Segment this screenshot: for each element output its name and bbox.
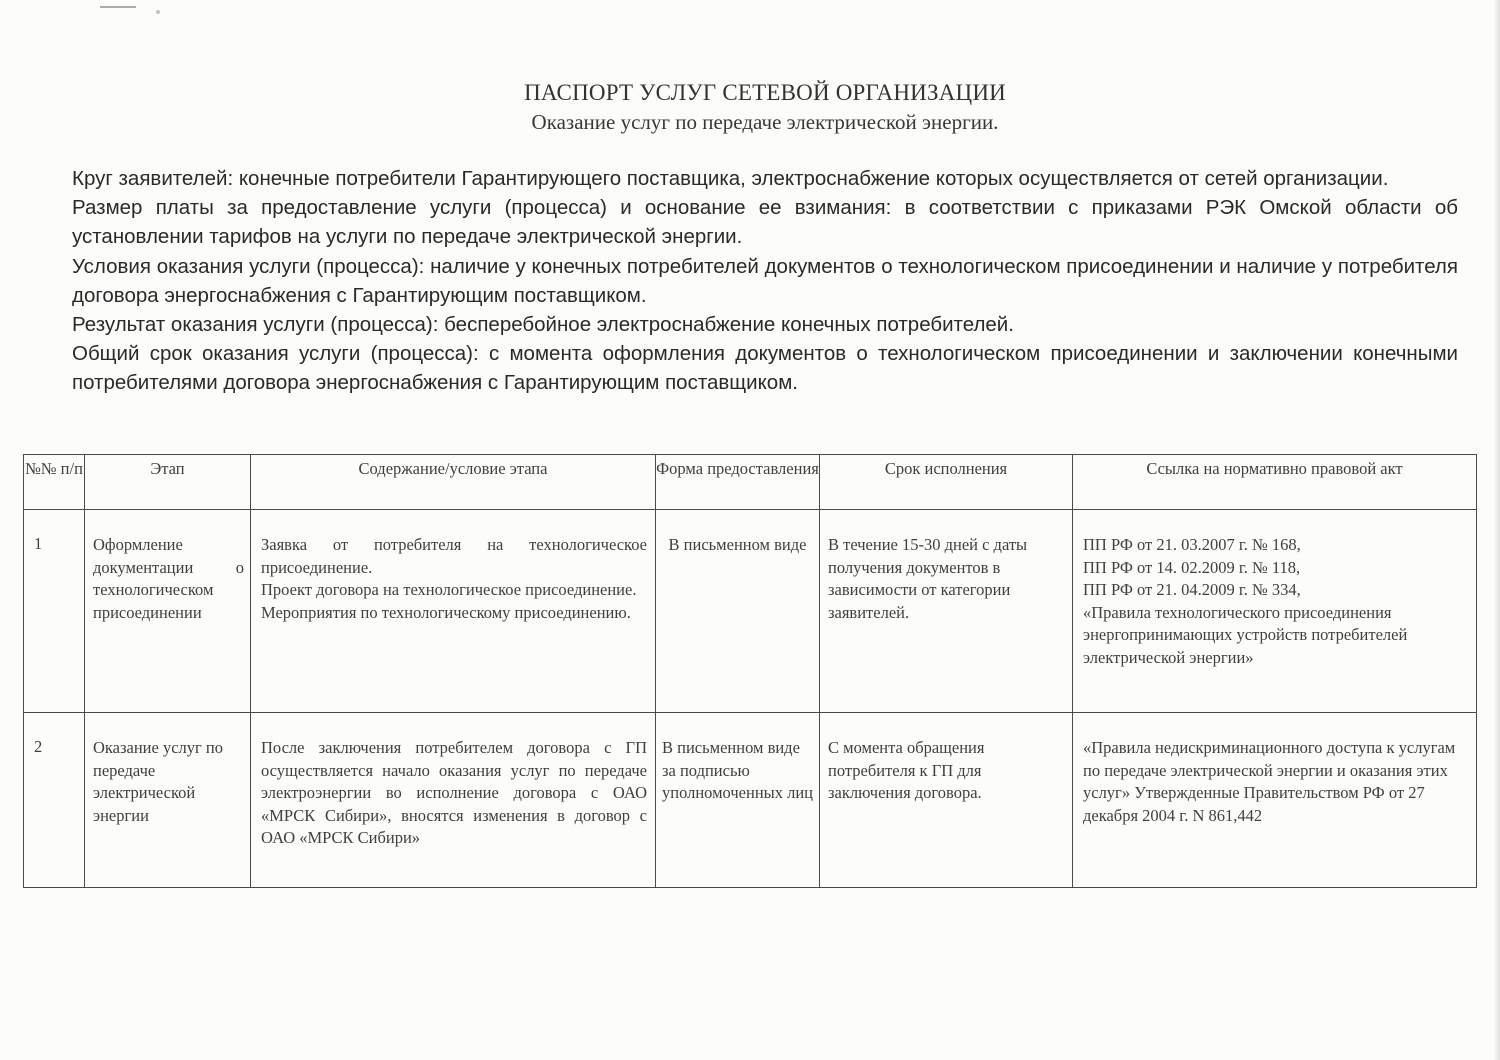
paragraph-result: Результат оказания услуги (процесса): бесперебойное электроснабжение конечных потребителей. bbox=[72, 313, 1014, 337]
paragraph-conditions: Условия оказания услуги (процесса): наличие у конечных потребителей документов о технологическом присоединении и наличие у потребителя договора энергоснабжения с Гарантирующим поставщиком. bbox=[72, 254, 1458, 307]
content-line: После заключения потребителем договора с ГП осуществляется начало оказания услуг по передаче электроэнергии во исполнение договора с ОАО «МРСК Сибири», вносятся изменения в договор с ОАО «МРСК Сибири» bbox=[261, 738, 647, 847]
services-table bbox=[23, 454, 1477, 888]
row-number: 1 bbox=[24, 510, 85, 713]
paragraph-applicants: Круг заявителей: конечные потребители Гарантирующего поставщика, электроснабжение которых осуществляется от сетей организации. bbox=[72, 167, 1389, 190]
row-content bbox=[251, 510, 656, 713]
intro-text bbox=[72, 164, 1458, 398]
paragraph-fee: Размер платы за предоставление услуги (процесса) и основание ее взимания: в соответствии с приказами РЭК Омской области об установлении тарифов на услуги по передаче электрической энергии. bbox=[72, 196, 1458, 249]
scan-edge-shadow bbox=[1494, 0, 1500, 1060]
row-stage: Оформление документации о технологическом присоединении bbox=[85, 510, 251, 713]
content-line: Проект договора на технологическое присоединение. bbox=[261, 580, 637, 599]
table-row bbox=[24, 510, 1477, 713]
reference-line: ПП РФ от 21. 03.2007 г. № 168, bbox=[1083, 535, 1301, 554]
row-number: 2 bbox=[24, 713, 85, 888]
reference-line: «Правила недискриминационного доступа к услугам по передаче электрической энергии и оказания этих услуг» Утвержденные Правительством РФ от 27 декабря 2004 г. N 861,442 bbox=[1083, 738, 1456, 825]
reference-line: «Правила технологического присоединения энергопринимающих устройств потребителей электрической энергии» bbox=[1083, 602, 1408, 667]
header-ref: Ссылка на нормативно правовой акт bbox=[1073, 455, 1477, 510]
row-form: В письменном виде bbox=[656, 510, 820, 713]
row-reference bbox=[1073, 510, 1477, 713]
header-term: Срок исполнения bbox=[820, 455, 1073, 510]
row-stage: Оказание услуг по передаче электрической энергии bbox=[85, 713, 251, 888]
document-title: ПАСПОРТ УСЛУГ СЕТЕВОЙ ОРГАНИЗАЦИИ bbox=[524, 80, 1006, 105]
header-num: №№ п/п bbox=[24, 455, 85, 510]
reference-line: ПП РФ от 21. 04.2009 г. № 334, bbox=[1083, 580, 1301, 599]
header-stage: Этап bbox=[85, 455, 251, 510]
content-line: Заявка от потребителя на технологическое присоединение. bbox=[261, 535, 647, 577]
row-term: В течение 15-30 дней с даты получения документов в зависимости от категории заявителей. bbox=[820, 510, 1073, 713]
reference-line: ПП РФ от 14. 02.2009 г. № 118, bbox=[1083, 557, 1301, 577]
row-form: В письменном виде за подписью уполномоченных лиц bbox=[656, 713, 820, 888]
table-row bbox=[24, 713, 1477, 888]
scan-artifact bbox=[100, 6, 136, 8]
content-line: Мероприятия по технологическому присоединению. bbox=[261, 602, 631, 622]
row-reference bbox=[1073, 713, 1477, 888]
paragraph-term: Общий срок оказания услуги (процесса): с момента оформления документов о технологическом присоединении и заключении конечными потребителями договора энергоснабжения с Гарантирующим поставщиком. bbox=[72, 342, 1458, 395]
scan-artifact bbox=[156, 10, 160, 14]
document-subtitle: Оказание услуг по передаче электрической энергии. bbox=[531, 110, 999, 134]
table-header-row bbox=[24, 455, 1477, 510]
row-content bbox=[251, 713, 656, 888]
header-content: Содержание/условие этапа bbox=[251, 455, 656, 510]
header-form: Форма предоставления bbox=[656, 455, 820, 510]
row-term: С момента обращения потребителя к ГП для заключения договора. bbox=[820, 713, 1073, 888]
